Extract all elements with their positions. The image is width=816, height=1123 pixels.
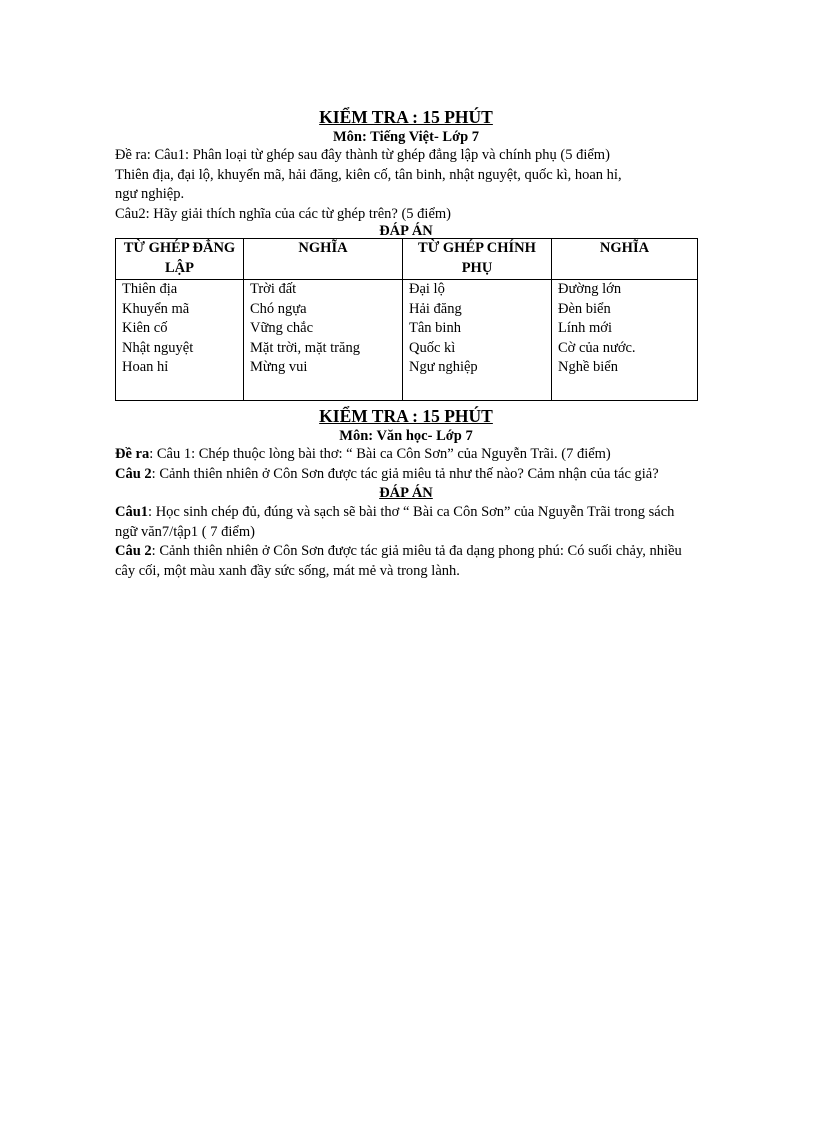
- test2-question2-label: Câu 2: [115, 465, 152, 482]
- test2-question2-text: : Cảnh thiên nhiên ở Côn Sơn được tác giả miêu tả như thế nào? Cảm nhận của tác giả?: [151, 465, 659, 482]
- table-cell-item: Nhật nguyệt: [122, 339, 194, 356]
- table-cell-col2: [244, 280, 403, 401]
- table-cell-item: Quốc kì: [409, 339, 456, 356]
- test2-subject: Môn: Văn học- Lớp 7: [339, 428, 473, 444]
- table-cell-item: Vững chắc: [250, 320, 314, 336]
- table-cell-item: Trời đất: [250, 281, 297, 297]
- table-cell-item: Hoan hỉ: [122, 359, 169, 375]
- test2-question1-label: Đề ra: [115, 446, 150, 462]
- test1-answer-heading: ĐÁP ÁN: [379, 223, 433, 239]
- test1-title: KIỂM TRA : 15 PHÚT: [319, 107, 493, 127]
- table-cell-item: Kiên cố: [122, 320, 168, 336]
- table-cell-item: Đại lộ: [409, 281, 445, 297]
- table-cell-item: Khuyển mã: [122, 300, 190, 317]
- table-header-compound-coordinate: TỪ GHÉP ĐẲNG LẬP: [116, 239, 244, 280]
- test1-question1-line1: Đề ra: Câu1: Phân loại từ ghép sau đây thành từ ghép đẳng lập và chính phụ (5 điểm): [115, 147, 610, 163]
- table-cell-item: Ngư nghiệp: [409, 359, 478, 375]
- test1-subject: Môn: Tiếng Việt- Lớp 7: [332, 129, 480, 145]
- document-page: [115, 106, 697, 581]
- test2-answer-heading: ĐÁP ÁN: [379, 485, 433, 501]
- table-cell-item: Tân binh: [409, 320, 461, 336]
- table-cell-item: Hải đăng: [409, 300, 462, 317]
- test2-question2: [115, 465, 697, 485]
- test2-answer2: [115, 542, 697, 581]
- table-cell-col1: [116, 280, 244, 401]
- table-cell-item: Thiên địa: [122, 281, 178, 297]
- table-cell-col4: [552, 280, 698, 401]
- test2-answer1-text: : Học sinh chép đủ, đúng và sạch sẽ bài thơ “ Bài ca Côn Sơn” của Nguyễn Trãi trong sách ngữ văn7/tập1 ( 7 điểm): [115, 504, 675, 540]
- table-header-compound-main-sub: TỪ GHÉP CHÍNH PHỤ: [403, 239, 552, 280]
- test1-question1-line3: ngư nghiệp.: [115, 186, 185, 202]
- table-cell-item: Chó ngựa: [250, 300, 307, 317]
- table-header-row: [116, 239, 698, 280]
- table-cell-item: Nghề biển: [558, 359, 618, 375]
- table-cell-item: Lính mới: [558, 320, 612, 336]
- answer-table: [115, 238, 698, 401]
- test1-question1-line2: Thiên địa, đại lộ, khuyển mã, hải đăng, kiên cố, tân binh, nhật nguyệt, quốc kì, hoan hỉ,: [115, 166, 622, 183]
- table-header-meaning-1: NGHĨA: [244, 239, 403, 280]
- table-cell-item: Mừng vui: [250, 359, 308, 375]
- table-cell-item: Đường lớn: [558, 281, 622, 297]
- test2-answer1-label: Câu1: [115, 504, 149, 520]
- table-cell-item: Mặt trời, mặt trăng: [250, 339, 360, 356]
- table-header-meaning-2: NGHĨA: [552, 239, 698, 280]
- test2-answer2-text: : Cảnh thiên nhiên ở Côn Sơn được tác giả miêu tả đa dạng phong phú: Có suối chảy, nhiều cây cối, một màu xanh đầy sức sống, mát mẻ và trong lành.: [115, 543, 682, 579]
- test2-answer1: [115, 503, 697, 542]
- test2-title: KIỂM TRA : 15 PHÚT: [319, 406, 493, 426]
- test1-question2: Câu2: Hãy giải thích nghĩa của các từ ghép trên? (5 điểm): [115, 205, 451, 222]
- table-cell-item: Cờ của nước.: [558, 339, 636, 356]
- table-row: [116, 280, 698, 401]
- table-cell-col3: [403, 280, 552, 401]
- table-cell-item: Đèn biển: [558, 300, 611, 317]
- test2-question1: [115, 445, 697, 465]
- test2-question1-text: : Câu 1: Chép thuộc lòng bài thơ: “ Bài ca Côn Sơn” của Nguyễn Trãi. (7 điểm): [149, 446, 611, 462]
- test2-answer2-label: Câu 2: [115, 543, 152, 559]
